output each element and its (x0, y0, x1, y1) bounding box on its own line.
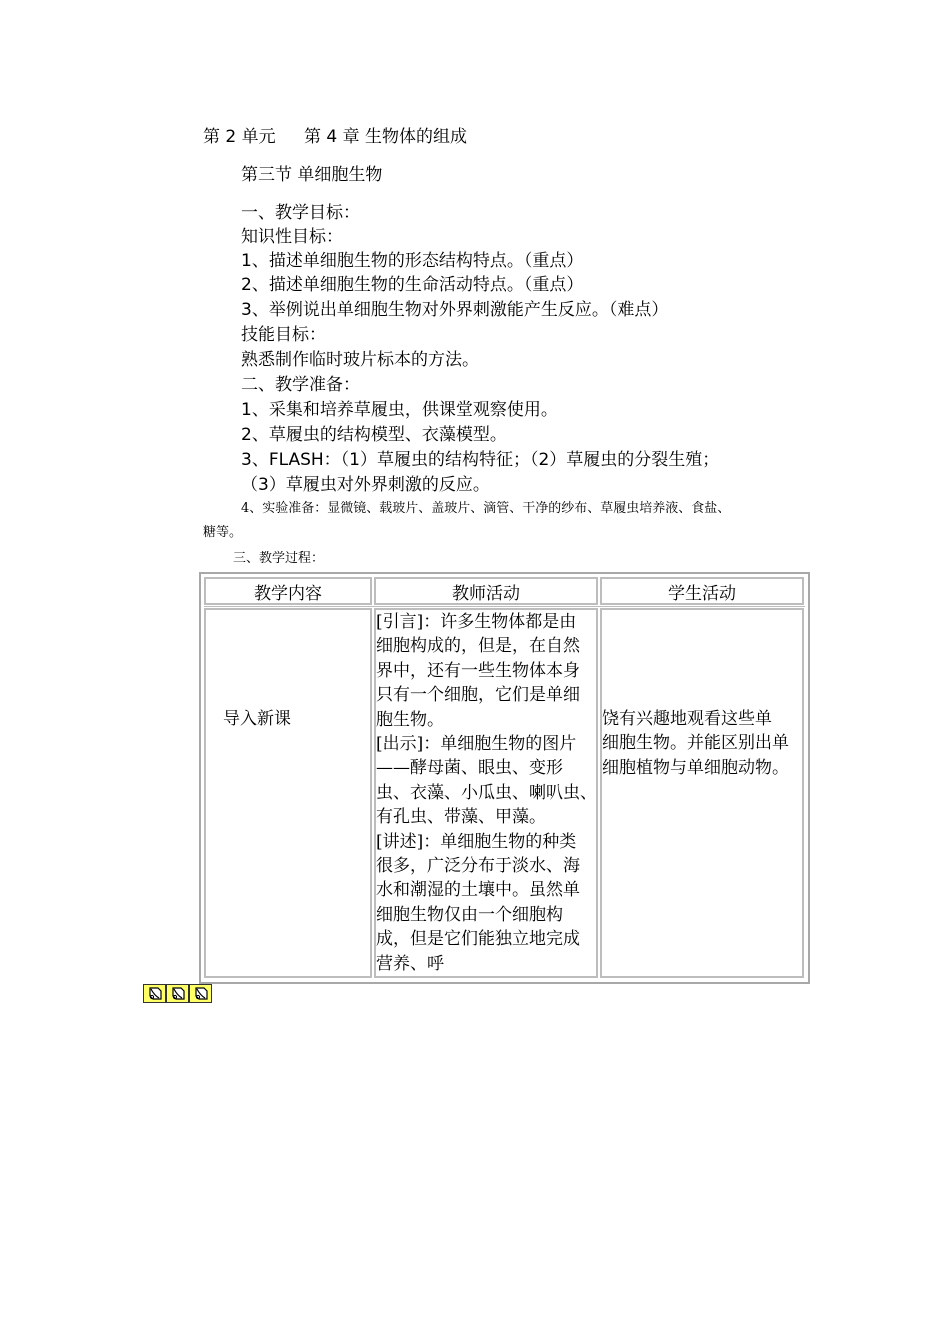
table-header-label: 教师活动 (452, 583, 520, 604)
teacher-line: 细胞构成的，但是，在自然 (376, 636, 580, 657)
preparation-item: 1、采集和培养草履虫，供课堂观察使用。 (241, 400, 558, 420)
teacher-line: 成，但是它们能独立地完成 (376, 929, 580, 950)
page-nav-icons (143, 984, 212, 1003)
process-heading: 三、教学过程： (233, 551, 325, 566)
lesson-stage: 导入新课 (223, 709, 291, 729)
objectives-heading: 一、教学目标： (241, 203, 360, 223)
student-line: 细胞植物与单细胞动物。 (602, 757, 789, 778)
knowledge-objective-item: 1、描述单细胞生物的形态结构特点。（重点） (241, 251, 584, 271)
table-cell-content (204, 608, 372, 978)
teacher-line: 界中，还有一些生物体本身 (376, 660, 580, 681)
table-header-label: 教学内容 (254, 583, 322, 604)
preparation-item: 2、草履虫的结构模型、衣藻模型。 (241, 425, 507, 445)
knowledge-objectives-heading: 知识性目标： (241, 227, 343, 247)
student-line: 细胞生物。并能区别出单 (602, 733, 789, 754)
teacher-line: [引言]：许多生物体都是由 (376, 612, 577, 632)
section-title: 第三节 单细胞生物 (241, 165, 383, 185)
knowledge-objective-item: 2、描述单细胞生物的生命活动特点。（重点） (241, 275, 584, 295)
preparation-item-4: 4、实验准备：显微镜、载玻片、盖玻片、滴管、干净的纱布、草履虫培养液、食盐、 (241, 501, 731, 516)
table-header-label: 学生活动 (668, 583, 736, 604)
table-header-student (600, 577, 804, 605)
teacher-line: ——酵母菌、眼虫、变形 (376, 758, 563, 779)
preparation-item: 3、FLASH：（1）草履虫的结构特征；（2）草履虫的分裂生殖； (241, 450, 720, 470)
scroll-icon[interactable] (143, 984, 166, 1003)
student-line: 饶有兴趣地观看这些单 (602, 709, 772, 729)
scroll-icon-glyph (193, 986, 209, 1001)
skill-objective-text: 熟悉制作临时玻片标本的方法。 (241, 350, 479, 370)
teacher-line: 细胞生物仅由一个细胞构 (376, 904, 563, 925)
table-cell-student (600, 608, 804, 978)
scroll-icon-glyph (170, 986, 186, 1001)
scroll-icon[interactable] (189, 984, 212, 1003)
table-header-teacher (374, 577, 598, 605)
teacher-line: [讲述]：单细胞生物的种类 (376, 831, 577, 852)
student-activity (602, 707, 789, 780)
teacher-activity (376, 610, 596, 976)
preparation-item-4-continued: 糖等。 (203, 525, 243, 540)
header-separator (204, 606, 805, 607)
preparation-heading: 二、教学准备： (241, 375, 360, 395)
preparation-item: （3）草履虫对外界刺激的反应。 (241, 475, 490, 495)
teacher-line: 有孔虫、带藻、甲藻。 (376, 807, 546, 828)
table-cell-teacher (374, 608, 598, 978)
chapter-title: 第 4 章 生物体的组成 (304, 127, 468, 147)
teacher-line: [出示]：单细胞生物的图片 (376, 734, 577, 755)
teacher-line: 胞生物。 (376, 709, 444, 730)
teacher-line: 营养、呼 (376, 953, 444, 974)
teacher-line: 很多，广泛分布于淡水、海 (376, 856, 580, 877)
scroll-icon-glyph (147, 986, 163, 1001)
lesson-table (199, 572, 810, 984)
unit-title: 第 2 单元 (203, 127, 276, 147)
scroll-icon[interactable] (166, 984, 189, 1003)
table-header-content (204, 577, 372, 605)
knowledge-objective-item: 3、举例说出单细胞生物对外界刺激能产生反应。（难点） (241, 300, 669, 320)
teacher-line: 水和潮湿的土壤中。虽然单 (376, 880, 580, 901)
teacher-line: 虫、衣藻、小瓜虫、喇叭虫、 (376, 782, 597, 803)
teacher-line: 只有一个细胞，它们是单细 (376, 685, 580, 706)
skill-objectives-heading: 技能目标： (241, 325, 326, 345)
